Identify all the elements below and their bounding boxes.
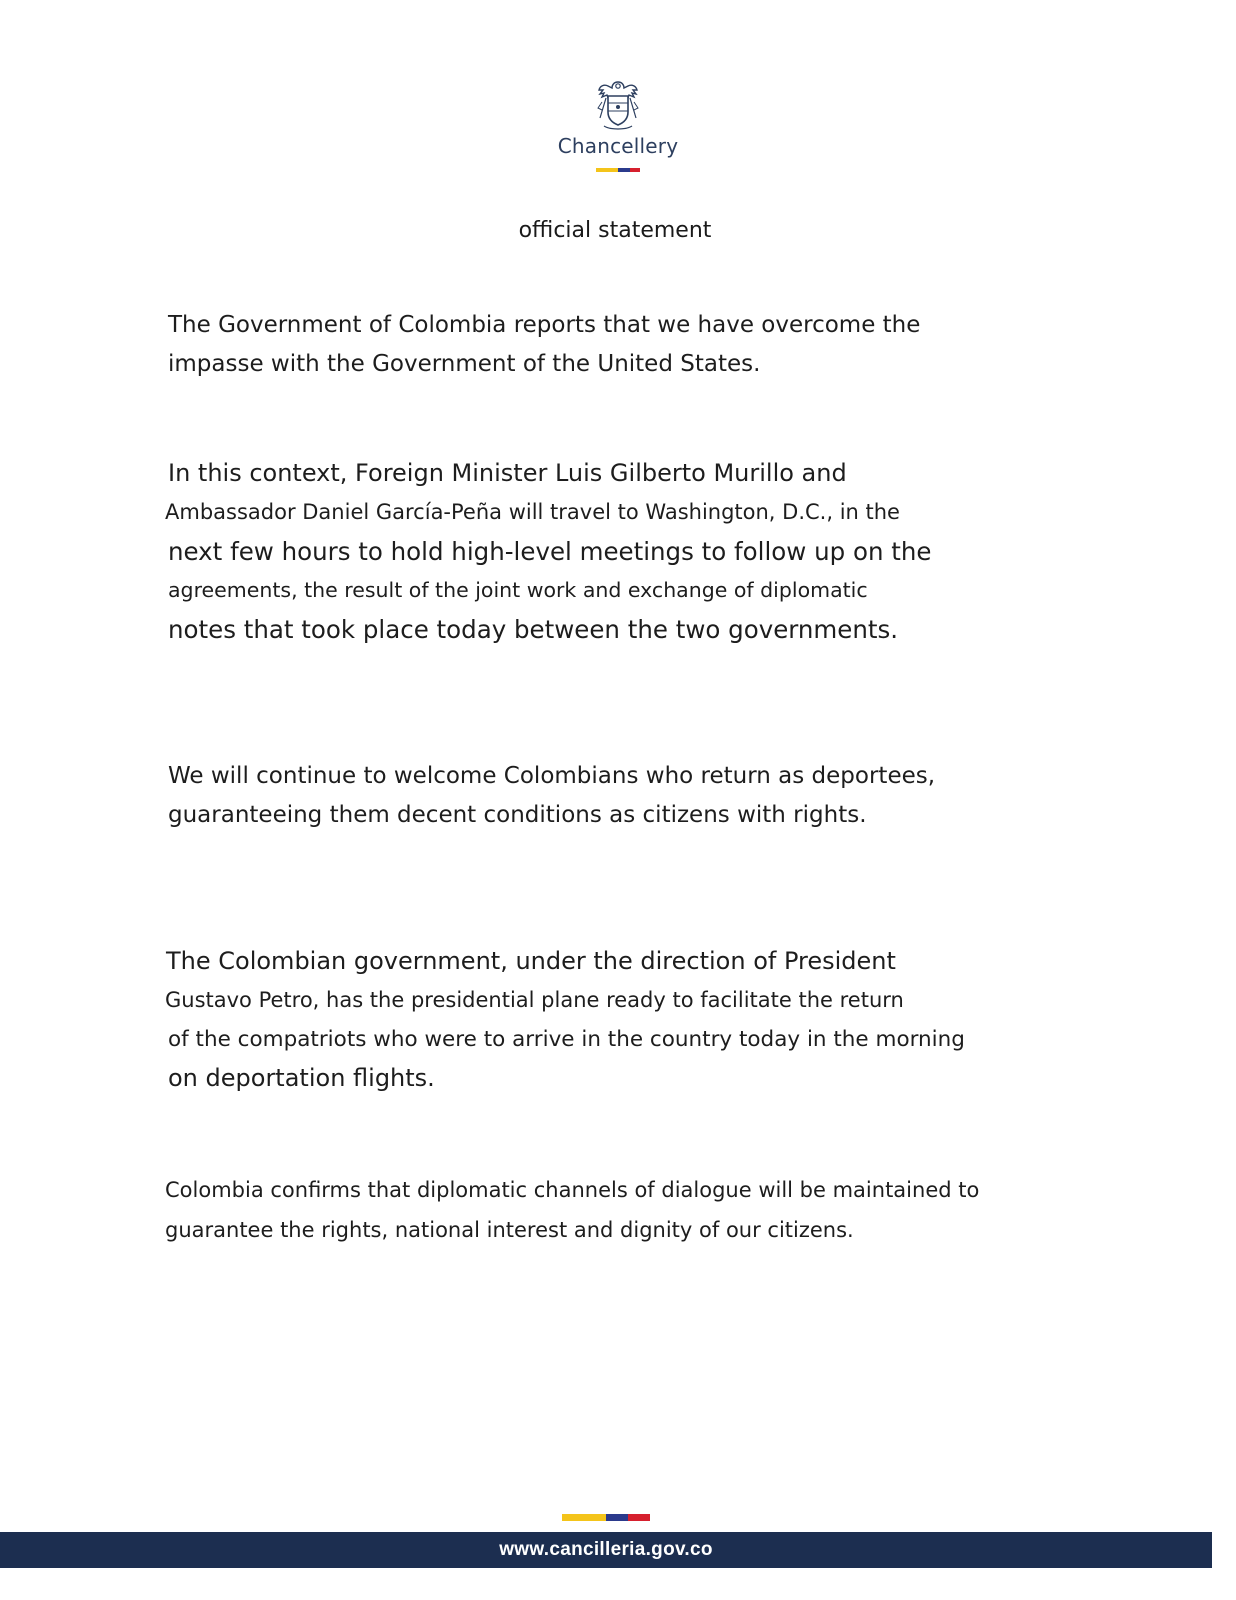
- letterhead: [0, 78, 1236, 172]
- paragraph-line: Ambassador Daniel García-Peña will travel to Washington, D.C., in the: [165, 500, 900, 524]
- paragraph-4: [165, 942, 965, 1098]
- flag-yellow-stripe: [562, 1514, 606, 1521]
- paragraph-line: agreements, the result of the joint work and exchange of diplomatic: [168, 578, 868, 602]
- paragraph-3: [168, 757, 935, 835]
- paragraph-line: guarantee the rights, national interest and dignity of our citizens.: [165, 1218, 854, 1242]
- flag-red-stripe: [628, 1514, 650, 1521]
- paragraph-line: notes that took place today between the two governments.: [168, 615, 899, 644]
- paragraph-line: The Government of Colombia reports that we have overcome the: [168, 312, 921, 338]
- paragraph-5: [165, 1170, 979, 1250]
- website-link[interactable]: www.cancilleria.gov.co: [499, 1539, 713, 1560]
- footer-bar: [0, 1532, 1212, 1568]
- paragraph-line: of the compatriots who were to arrive in the country today in the morning: [168, 1027, 965, 1052]
- document-subtitle: official statement: [518, 218, 712, 243]
- flag-blue-stripe: [618, 168, 630, 172]
- paragraph-line: on deportation flights.: [168, 1064, 435, 1092]
- flag-color-bar: [0, 168, 1236, 172]
- paragraph-line: next few hours to hold high-level meetings to follow up on the: [168, 537, 932, 566]
- paragraph-line: We will continue to welcome Colombians who return as deportees,: [168, 763, 936, 789]
- paragraph-line: guaranteeing them decent conditions as citizens with rights.: [168, 802, 867, 828]
- agency-name: Chancellery: [557, 134, 679, 158]
- paragraph-line: The Colombian government, under the direction of President: [166, 947, 896, 975]
- paragraph-1: [168, 306, 920, 384]
- paragraph-line: Gustavo Petro, has the presidential plane ready to facilitate the return: [165, 988, 904, 1012]
- flag-yellow-stripe: [596, 168, 618, 172]
- flag-blue-stripe: [606, 1514, 628, 1521]
- coat-of-arms-icon: [594, 78, 642, 134]
- paragraph-line: Colombia confirms that diplomatic channels of dialogue will be maintained to: [165, 1178, 980, 1202]
- flag-red-stripe: [630, 168, 640, 172]
- paragraph-2: [165, 454, 932, 649]
- paragraph-line: In this context, Foreign Minister Luis Gilberto Murillo and: [168, 459, 847, 487]
- footer-flag-bar: [562, 1514, 650, 1521]
- paragraph-line: impasse with the Government of the United States.: [168, 351, 761, 377]
